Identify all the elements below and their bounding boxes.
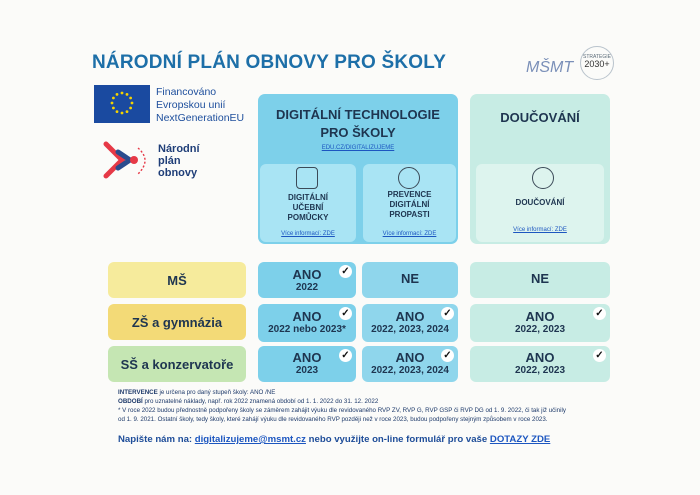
- digital-title-line1: DIGITÁLNÍ TECHNOLOGIE: [276, 107, 440, 122]
- note-period: [118, 398, 604, 406]
- npo-logo-icon: [98, 138, 152, 184]
- note-intervention: [118, 389, 604, 397]
- contact-line: [118, 434, 550, 445]
- contact-middle: nebo využijte on-line formulář pro vaše: [305, 434, 490, 445]
- note-intervention-label: INTERVENCE: [118, 389, 158, 396]
- checkmark-icon: ✓: [339, 349, 352, 362]
- strategy-2030-logo: [580, 46, 614, 80]
- edu-cz-link[interactable]: EDU.CZ/DIGITALIZUJEME: [321, 145, 395, 151]
- questions-form-link[interactable]: DOTAZY ZDE: [489, 434, 551, 445]
- npo-logo-text: [158, 143, 200, 179]
- tutoring-card-title: DOUČOVÁNÍ: [515, 198, 565, 207]
- cell-value: NE: [400, 271, 420, 286]
- sub2-line3: PROPASTI: [389, 210, 430, 219]
- cell-ss-digital-divide: [362, 346, 458, 382]
- eu-funding-text: [156, 86, 244, 125]
- note-intervention-text: je určena pro daný stupeň školy: ANO /NE: [157, 389, 276, 396]
- cell-value: ANO: [292, 309, 322, 324]
- sub1-line1: DIGITÁLNÍ: [288, 193, 328, 202]
- note-period-text: pro uznatelné náklady, např. rok 2022 znamená období od 1. 1. 2022 do 31. 12. 2022: [142, 398, 379, 405]
- cell-years: 2022, 2023, 2024: [371, 324, 449, 335]
- digital-teaching-aids-title: [260, 193, 356, 223]
- cell-years: 2022: [295, 282, 319, 293]
- row-label-ms: MŠ: [108, 262, 246, 298]
- row-label-ss: SŠ a konzervatoře: [108, 346, 246, 382]
- strategy-logo-top: STRATEGIE: [583, 54, 611, 60]
- sub1-line3: POMŮCKY: [287, 213, 329, 222]
- strategy-logo-year: 2030+: [584, 59, 610, 69]
- checkmark-icon: ✓: [441, 307, 454, 320]
- digital-divide-prevention-title: [363, 190, 456, 220]
- sub2-line2: DIGITÁLNÍ: [389, 200, 430, 209]
- cell-zs-digital-aids: [258, 304, 356, 342]
- magnifier-icon: [398, 167, 420, 189]
- cell-ss-digital-aids: [258, 346, 356, 382]
- row-label-zs: ZŠ a gymnázia: [108, 304, 246, 340]
- teacher-board-icon: [296, 167, 318, 189]
- checkmark-icon: ✓: [339, 265, 352, 278]
- eu-line1: Financováno: [156, 86, 217, 98]
- cell-years: 2022, 2023, 2024: [371, 365, 449, 376]
- cell-ms-digital-divide: [362, 262, 458, 298]
- cell-ms-tutoring: [470, 262, 610, 298]
- digital-divide-more-link[interactable]: Více informací: ZDE: [382, 231, 437, 237]
- sub2-line1: PREVENCE: [387, 190, 432, 199]
- page-title: NÁRODNÍ PLÁN OBNOVY PRO ŠKOLY: [92, 52, 447, 73]
- cell-value: ANO: [395, 309, 425, 324]
- cell-value: ANO: [525, 350, 555, 365]
- cell-years: 2022 nebo 2023*: [268, 324, 346, 335]
- cell-ms-digital-aids: [258, 262, 356, 298]
- note-footnote-1: * V roce 2022 budou přednostně podpořeny školy se záměrem zahájit výuku dle revidovaného RVP ZV, RVP G, RVP GSP či RVP DG od 1. 9. 2022, či tak již učinily: [118, 407, 566, 414]
- tutor-icon: [532, 167, 554, 189]
- checkmark-icon: ✓: [593, 307, 606, 320]
- tutoring-more-link[interactable]: Více informací: ZDE: [513, 227, 567, 233]
- checkmark-icon: ✓: [339, 307, 352, 320]
- digital-teaching-aids-more-link[interactable]: Více informací: ZDE: [281, 231, 335, 237]
- cell-value: ANO: [395, 350, 425, 365]
- note-footnote-2: od 1. 9. 2021. Ostatní školy, tedy školy, které zahájí výuku dle revidovaného RVP později než v roce 2023, budou podpořeny stejným způsobem v roce 2023.: [118, 416, 548, 423]
- cell-years: 2023: [295, 365, 319, 376]
- cell-value: ANO: [525, 309, 555, 324]
- cell-years: 2022, 2023: [514, 324, 566, 335]
- tutoring-title: DOUČOVÁNÍ: [500, 110, 580, 125]
- eu-line2: Evropskou unií: [156, 99, 226, 111]
- sub1-line2: UČEBNÍ: [292, 203, 324, 212]
- cell-zs-digital-divide: [362, 304, 458, 342]
- cell-value: ANO: [292, 267, 322, 282]
- eu-flag-icon: [94, 85, 150, 123]
- cell-value: NE: [530, 271, 550, 286]
- npo-line2: plán: [158, 155, 181, 167]
- npo-line1: Národní: [158, 143, 200, 155]
- digital-technology-title: [258, 106, 458, 142]
- cell-value: ANO: [292, 350, 322, 365]
- msmt-logo-text: MŠMT: [526, 59, 574, 76]
- msmt-logo: [524, 50, 574, 80]
- cell-zs-tutoring: [470, 304, 610, 342]
- checkmark-icon: ✓: [441, 349, 454, 362]
- checkmark-icon: ✓: [593, 349, 606, 362]
- contact-prefix: Napište nám na:: [118, 434, 195, 445]
- digital-title-line2: PRO ŠKOLY: [320, 125, 396, 140]
- cell-ss-tutoring: [470, 346, 610, 382]
- npo-line3: obnovy: [158, 167, 198, 179]
- cell-years: 2022, 2023: [514, 365, 566, 376]
- note-period-label: OBDOBÍ: [118, 398, 143, 405]
- contact-email-link[interactable]: digitalizujeme@msmt.cz: [194, 434, 306, 445]
- eu-line3: NextGenerationEU: [156, 112, 245, 124]
